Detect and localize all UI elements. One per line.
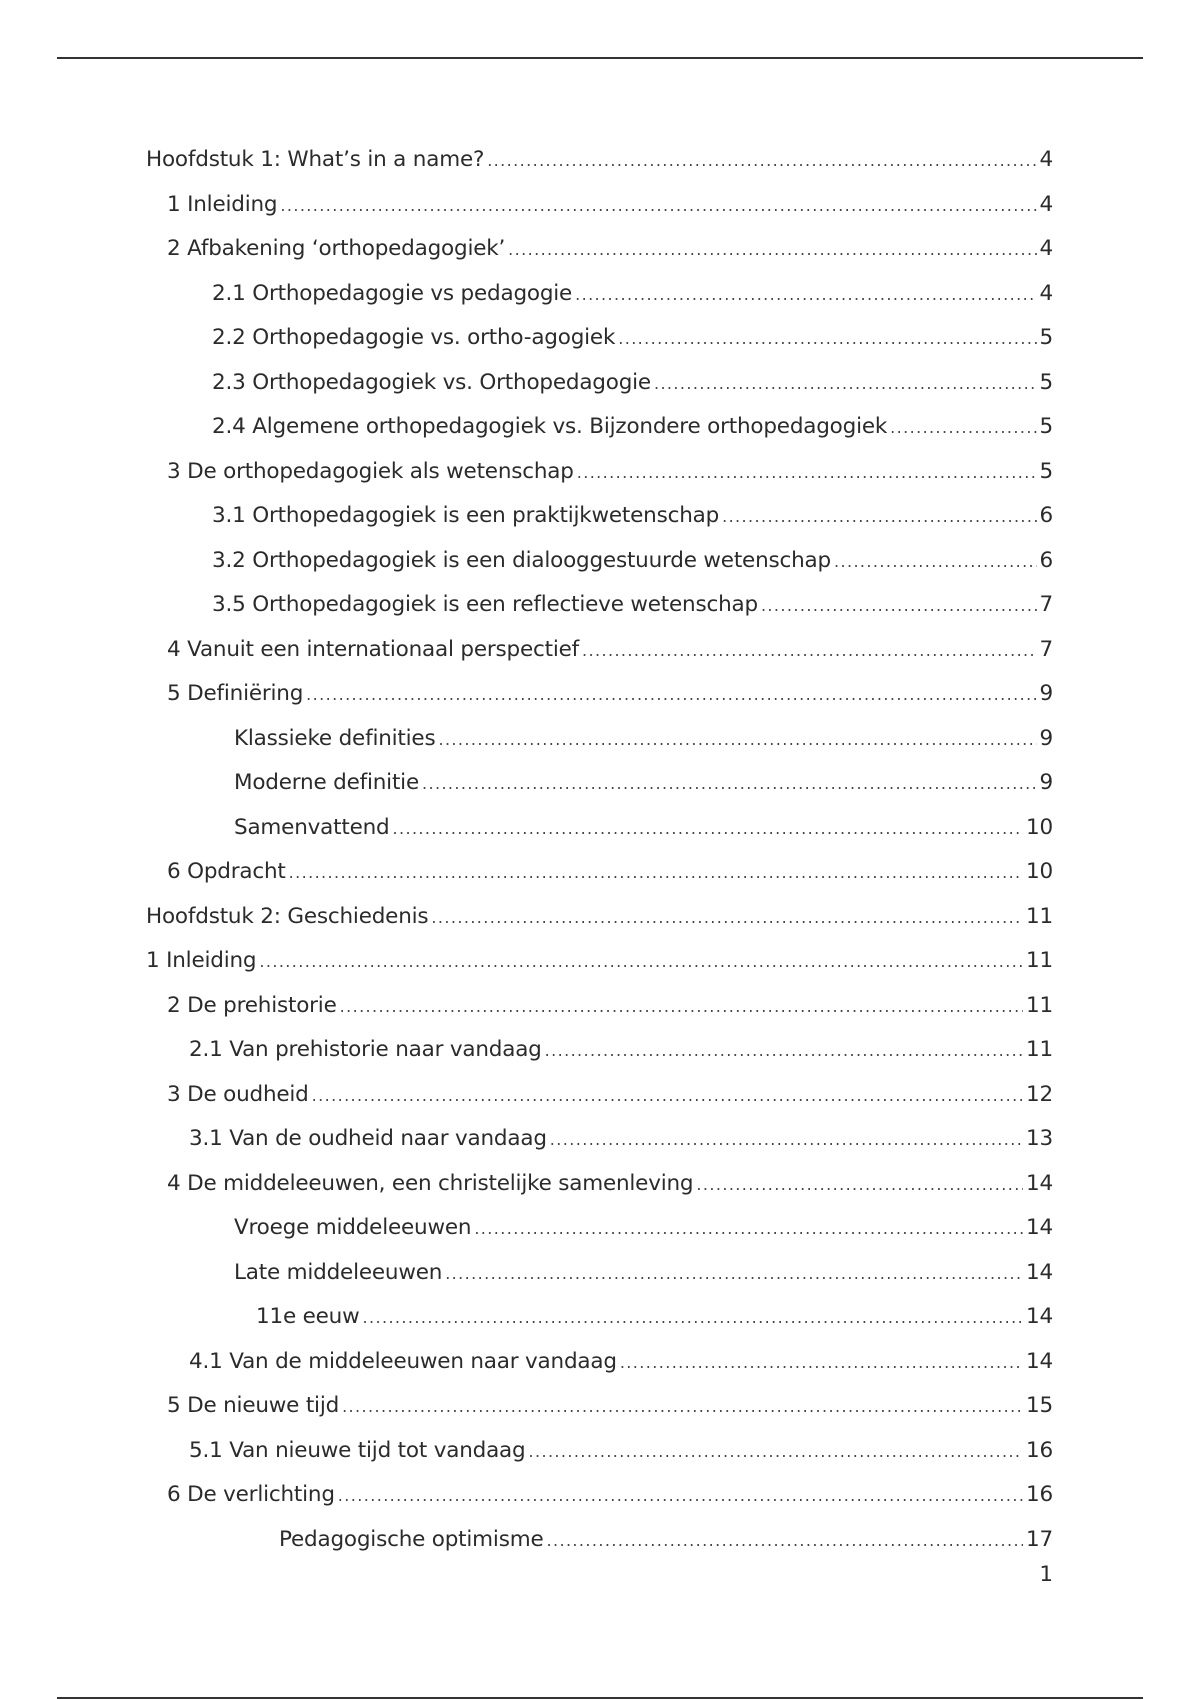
toc-entry-page: 14	[1026, 1260, 1053, 1285]
toc-entry-page: 15	[1026, 1393, 1053, 1418]
toc-entry-page: 9	[1039, 681, 1053, 706]
toc-entry-title: 3.5 Orthopedagogiek is een reflectieve wetenschap	[212, 592, 758, 617]
toc-entry-page: 11	[1026, 993, 1053, 1018]
toc-entry-title: 2.2 Orthopedagogie vs. ortho-agogiek	[212, 325, 616, 350]
toc-entry-page: 10	[1026, 815, 1053, 840]
toc-entry[interactable]	[212, 546, 1053, 576]
toc-leader	[620, 1348, 1023, 1378]
toc-entry-title: 2.1 Van prehistorie naar vandaag	[189, 1037, 542, 1062]
toc-entry-page: 7	[1039, 592, 1053, 617]
toc-entry[interactable]	[167, 1169, 1053, 1199]
toc-entry-page: 11	[1026, 904, 1053, 929]
toc-entry-page: 5	[1039, 370, 1053, 395]
toc-leader	[312, 1081, 1023, 1111]
toc-entry-page: 5	[1039, 414, 1053, 439]
toc-entry[interactable]	[167, 1480, 1053, 1510]
toc-entry[interactable]	[212, 501, 1053, 531]
toc-leader	[342, 1392, 1023, 1422]
toc-entry[interactable]	[212, 590, 1053, 620]
toc-entry-page: 4	[1039, 236, 1053, 261]
toc-entry-title: 3 De orthopedagogiek als wetenschap	[167, 459, 574, 484]
toc-entry[interactable]	[146, 902, 1053, 932]
toc-leader	[363, 1303, 1024, 1333]
toc-entry-page: 12	[1026, 1082, 1053, 1107]
toc-leader	[618, 324, 1036, 354]
toc-leader	[445, 1259, 1023, 1289]
toc-entry-page: 10	[1026, 859, 1053, 884]
toc-entry-title: Hoofdstuk 1: What’s in a name?	[146, 147, 485, 172]
toc-leader	[487, 146, 1036, 176]
toc-entry-page: 16	[1026, 1482, 1053, 1507]
toc-leader	[545, 1036, 1023, 1066]
toc-entry[interactable]	[189, 1035, 1053, 1065]
header-rule	[57, 57, 1143, 59]
toc-entry-title: 3.1 Van de oudheid naar vandaag	[189, 1126, 547, 1151]
toc-entry-title: 1 Inleiding	[146, 948, 257, 973]
toc-entry-page: 4	[1039, 147, 1053, 172]
toc-entry-page: 13	[1026, 1126, 1053, 1151]
toc-leader	[834, 547, 1037, 577]
toc-entry-title: 5 De nieuwe tijd	[167, 1393, 340, 1418]
toc-entry-title: 3 De oudheid	[167, 1082, 309, 1107]
toc-entry[interactable]	[167, 679, 1053, 709]
toc-leader	[259, 947, 1023, 977]
toc-leader	[577, 458, 1037, 488]
toc-entry-page: 5	[1039, 459, 1053, 484]
toc-entry-page: 4	[1039, 192, 1053, 217]
toc-entry-page: 14	[1026, 1349, 1053, 1374]
toc-entry-title: Vroege middeleeuwen	[234, 1215, 472, 1240]
toc-leader	[340, 992, 1023, 1022]
toc-entry-page: 11	[1026, 1037, 1053, 1062]
toc-entry[interactable]	[167, 1391, 1053, 1421]
toc-entry-page: 16	[1026, 1438, 1053, 1463]
toc-leader	[422, 769, 1037, 799]
toc-leader	[722, 502, 1036, 532]
toc-entry-title: 4 Vanuit een internationaal perspectief	[167, 637, 580, 662]
toc-entry[interactable]	[167, 857, 1053, 887]
toc-entry-title: 2.4 Algemene orthopedagogiek vs. Bijzondere orthopedagogiek	[212, 414, 888, 439]
toc-leader	[306, 680, 1036, 710]
toc-entry[interactable]	[167, 635, 1053, 665]
toc-entry[interactable]	[212, 412, 1053, 442]
toc-entry-title: Klassieke definities	[234, 726, 436, 751]
toc-entry-title: 3.2 Orthopedagogiek is een dialooggestuurde wetenschap	[212, 548, 831, 573]
toc-entry[interactable]	[146, 946, 1053, 976]
toc-entry-page: 5	[1039, 325, 1053, 350]
toc-leader	[289, 858, 1023, 888]
toc-entry[interactable]	[189, 1347, 1053, 1377]
toc-entry-title: Pedagogische optimisme	[279, 1527, 544, 1552]
toc-entry-title: 5 Definiëring	[167, 681, 304, 706]
toc-entry[interactable]	[212, 368, 1053, 398]
toc-entry[interactable]	[189, 1436, 1053, 1466]
toc-entry[interactable]	[234, 724, 1053, 754]
toc-entry[interactable]	[146, 145, 1053, 175]
toc-entry[interactable]	[212, 323, 1053, 353]
toc-leader	[696, 1170, 1023, 1200]
toc-entry-page: 17	[1026, 1527, 1053, 1552]
toc-entry-page: 11	[1026, 948, 1053, 973]
toc-entry[interactable]	[234, 813, 1053, 843]
toc-entry-title: 4 De middeleeuwen, een christelijke samenleving	[167, 1171, 694, 1196]
toc-entry[interactable]	[167, 234, 1053, 264]
toc-entry-title: Moderne definitie	[234, 770, 419, 795]
toc-entry[interactable]	[167, 1080, 1053, 1110]
toc-entry-page: 14	[1026, 1304, 1053, 1329]
toc-leader	[761, 591, 1037, 621]
toc-entry[interactable]	[279, 1525, 1053, 1555]
toc-entry-title: 3.1 Orthopedagogiek is een praktijkwetenschap	[212, 503, 720, 528]
toc-leader	[546, 1526, 1023, 1556]
toc-leader	[582, 636, 1037, 666]
toc-entry-page: 4	[1039, 281, 1053, 306]
toc-leader	[528, 1437, 1023, 1467]
toc-entry-page: 9	[1039, 770, 1053, 795]
toc-leader	[890, 413, 1036, 443]
toc-entry-title: 5.1 Van nieuwe tijd tot vandaag	[189, 1438, 526, 1463]
toc-entry[interactable]	[167, 991, 1053, 1021]
toc-leader	[431, 903, 1023, 933]
toc-leader	[575, 280, 1036, 310]
toc-leader	[654, 369, 1037, 399]
toc-entry-page: 7	[1039, 637, 1053, 662]
toc-entry-title: 2 Afbakening ‘orthopedagogiek’	[167, 236, 506, 261]
toc-entry-page: 14	[1026, 1215, 1053, 1240]
toc-leader	[550, 1125, 1023, 1155]
toc-entry[interactable]	[234, 1213, 1053, 1243]
footer-rule	[57, 1697, 1143, 1699]
toc-entry[interactable]	[167, 190, 1053, 220]
toc-leader	[438, 725, 1036, 755]
toc-entry-page: 6	[1039, 548, 1053, 573]
toc-leader	[338, 1481, 1023, 1511]
toc-entry-title: Hoofdstuk 2: Geschiedenis	[146, 904, 429, 929]
toc-entry-title: 2.1 Orthopedagogie vs pedagogie	[212, 281, 573, 306]
toc-entry-title: 2.3 Orthopedagogiek vs. Orthopedagogie	[212, 370, 651, 395]
toc-entry-title: 6 De verlichting	[167, 1482, 335, 1507]
toc-leader	[392, 814, 1023, 844]
toc-entry[interactable]	[234, 1258, 1053, 1288]
toc-entry-title: 2 De prehistorie	[167, 993, 337, 1018]
page-number: 1	[1039, 1562, 1053, 1587]
toc-entry-page: 14	[1026, 1171, 1053, 1196]
toc-entry[interactable]	[167, 457, 1053, 487]
toc-entry-title: Samenvattend	[234, 815, 390, 840]
toc-entry[interactable]	[189, 1124, 1053, 1154]
toc-leader	[508, 235, 1036, 265]
toc-leader	[474, 1214, 1023, 1244]
toc-entry[interactable]	[234, 768, 1053, 798]
toc-entry[interactable]	[212, 279, 1053, 309]
toc-entry-title: 11e eeuw	[256, 1304, 360, 1329]
toc-entry-title: 4.1 Van de middeleeuwen naar vandaag	[189, 1349, 617, 1374]
toc-entry-page: 9	[1039, 726, 1053, 751]
toc-leader	[280, 191, 1036, 221]
toc-entry-title: 6 Opdracht	[167, 859, 286, 884]
toc-entry-title: 1 Inleiding	[167, 192, 278, 217]
toc-entry-title: Late middeleeuwen	[234, 1260, 443, 1285]
toc-entry[interactable]	[256, 1302, 1053, 1332]
toc-entry-page: 6	[1039, 503, 1053, 528]
